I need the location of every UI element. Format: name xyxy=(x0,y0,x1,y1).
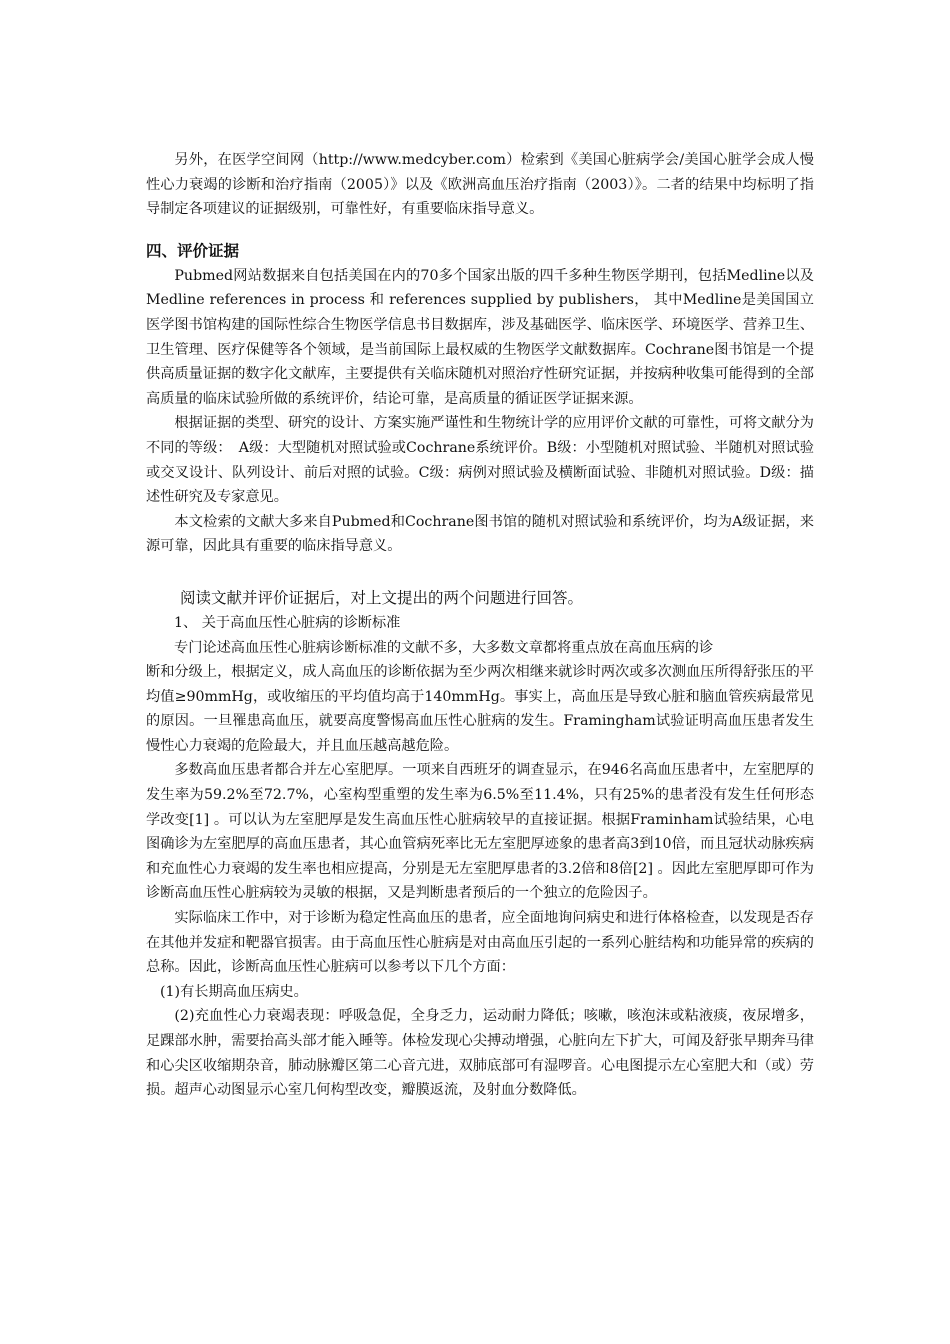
paragraph-pubmed: Pubmed网站数据来自包括美国在内的70多个国家出版的四千多种生物医学期刊，包括Medline以及 Medline references in process 和 references supplied by publishers， 其中Medline是美国国立医学图书馆构建的国际性综合生物医学信息书目数据库，涉及基础医学、临床医学、环境医学、营养卫生、卫生管理、医疗保健等各个领域，是当前国际上最权威的生物医学文献数据库。Cochrane图书馆是一个提供高质量证据的数字化文献库，主要提供有关临床随机对照治疗性研究证据，并按病种收集可能得到的全部高质量的临床试验所做的系统评价，结论可靠，是高质量的循证医学证据来源。 xyxy=(146,267,814,407)
section-heading-evaluate-evidence: 四、评价证据 xyxy=(146,240,240,260)
paragraph-item1-start: 专门论述高血压性心脏病诊断标准的文献不多，大多数文章都将重点放在高血压病的诊 xyxy=(174,639,714,656)
paragraph-lvh: 多数高血压患者都合并左心室肥厚。一项来自西班牙的调查显示，在946名高血压患者中，左室肥厚的发生率为59.2%至72.7%，心室构型重塑的发生率为6.5%至11.4%，只有25%的患者没有发生任何形态学改变[1] 。可以认为左室肥厚是发生高血压性心脏病较早的直接证据。根据Framinham试验结果，心电图确诊为左室肥厚的高血压患者，其心血管病死率比无左室肥厚迹象的患者高3到10倍，而且冠状动脉疾病和充血性心力衰竭的发生率也相应提高，分别是无左室肥厚患者的3.2倍和8倍[2] 。因此左室肥厚即可作为诊断高血压性心脏病较为灵敏的根据，又是判断患者预后的一个独立的危险因子。 xyxy=(146,762,814,902)
item1-title: 1、 关于高血压性心脏病的诊断标准 xyxy=(174,614,401,631)
paragraph-clinical: 实际临床工作中，对于诊断为稳定性高血压的患者，应全面地询问病史和进行体格检查，以发现是否存在其他并发症和靶器官损害。由于高血压性心脏病是对由高血压引起的一系列心脏结构和功能异常的疾病的总称。因此，诊断高血压性心脏病可以参考以下几个方面： xyxy=(146,910,814,976)
lead-line: 阅读文献并评价证据后，对上文提出的两个问题进行回答。 xyxy=(180,588,584,607)
paragraph-evidence-levels: 根据证据的类型、研究的设计、方案实施严谨性和生物统计学的应用评价文献的可靠性，可将文献分为不同的等级： A级：大型随机对照试验或Cochrane系统评价。B级：小型随机对照试验、半随机对照试验或交叉设计、队列设计、前后对照的试验。C级：病例对照试验及横断面试验、非随机对照试验。D级：描述性研究及专家意见。 xyxy=(146,415,814,506)
paragraph-intro: 另外，在医学空间网（http://www.medcyber.com）检索到《美国心脏病学会/美国心脏学会成人慢性心力衰竭的诊断和治疗指南（2005）》以及《欧洲高血压治疗指南（2003）》。二者的结果中均标明了指导制定各项建议的证据级别，可靠性好，有重要临床指导意义。 xyxy=(146,152,814,218)
paragraph-sources: 本文检索的文献大多来自Pubmed和Cochrane图书馆的随机对照试验和系统评价，均为A级证据，来源可靠，因此具有重要的临床指导意义。 xyxy=(146,513,814,555)
document-body xyxy=(146,148,814,1103)
paragraph-item1-continued: 断和分级上，根据定义，成人高血压的诊断依据为至少两次相继来就诊时两次或多次测血压所得舒张压的平均值≥90mmHg，或收缩压的平均值均高于140mmHg。事实上，高血压是导致心脏和脑血管疾病最常见的原因。一旦罹患高血压，就要高度警惕高血压性心脏病的发生。Framingham试验证明高血压患者发生慢性心力衰竭的危险最大，并且血压越高越危险。 xyxy=(146,664,814,754)
paragraph-point-1: (1)有长期高血压病史。 xyxy=(160,983,308,1000)
paragraph-point-2: (2)充血性心力衰竭表现：呼吸急促，全身乏力，运动耐力降低；咳嗽，咳泡沫或粘液痰，夜尿增多，足踝部水肿，需要抬高头部才能入睡等。体检发现心尖搏动增强，心脏向左下扩大，可闻及舒张早期奔马律和心尖区收缩期杂音，肺动脉瓣区第二心音亢进，双肺底部可有湿啰音。心电图提示左心室肥大和（或）劳损。超声心动图显示心室几何构型改变，瓣膜返流，及射血分数降低。 xyxy=(146,1008,814,1099)
